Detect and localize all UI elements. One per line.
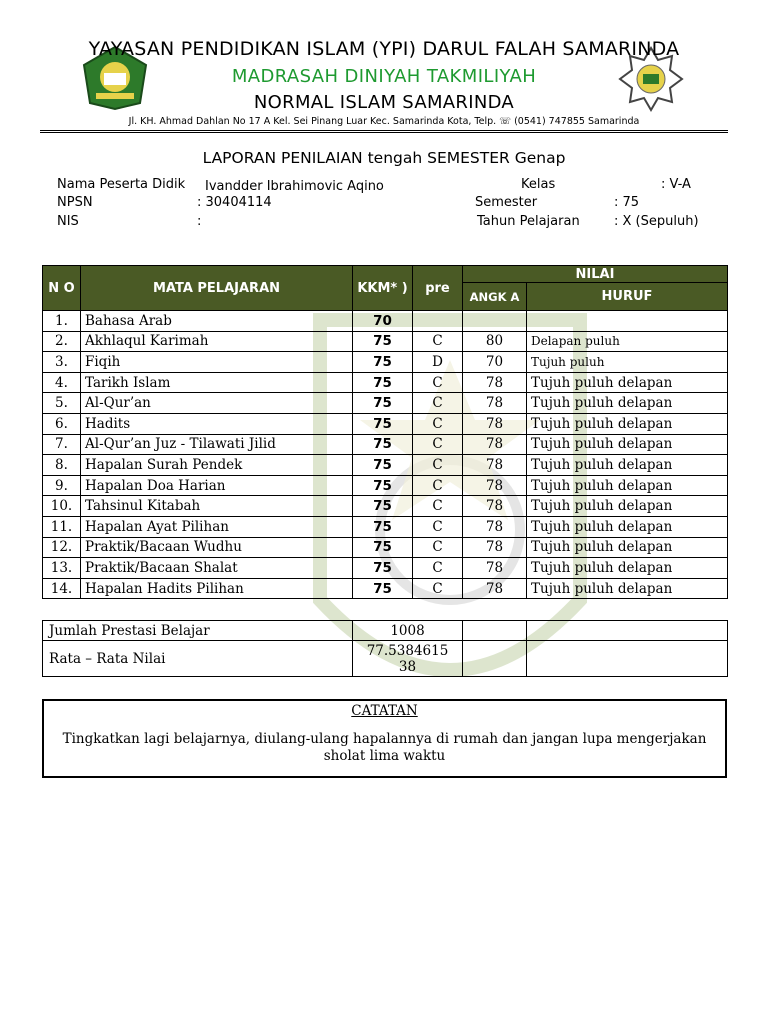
table-row [43, 393, 728, 414]
semester-label: Semester [475, 195, 538, 210]
col-mapel-header: MATA PELAJARAN [81, 266, 353, 311]
row-pre: C [413, 434, 463, 455]
tahun-label: Tahun Pelajaran [477, 214, 580, 229]
row-no: 5. [43, 393, 81, 414]
row-kkm: 75 [353, 434, 413, 455]
row-no: 1. [43, 311, 81, 332]
grades-table [42, 265, 728, 599]
row-huruf: Tujuh puluh delapan [527, 537, 728, 558]
summary-empty-cell [463, 641, 527, 677]
catatan-title: CATATAN [351, 703, 418, 719]
table-row [43, 537, 728, 558]
row-angka: 78 [463, 393, 527, 414]
row-pre: C [413, 331, 463, 352]
row-pre: C [413, 455, 463, 476]
row-angka: 78 [463, 434, 527, 455]
row-kkm: 75 [353, 413, 413, 434]
jumlah-label: Jumlah Prestasi Belajar [43, 621, 353, 641]
row-angka: 78 [463, 578, 527, 599]
row-subject: Praktik/Bacaan Shalat [81, 558, 353, 579]
table-row [43, 413, 728, 434]
table-row [43, 311, 728, 332]
row-angka: 78 [463, 516, 527, 537]
summary-table [42, 620, 728, 677]
jumlah-value: 1008 [353, 621, 463, 641]
col-kkm-header: KKM* ) [353, 266, 413, 311]
foundation-name: YAYASAN PENDIDIKAN ISLAM (YPI) DARUL FALAH SAMARINDA [88, 38, 680, 60]
row-huruf: Tujuh puluh [527, 352, 728, 373]
tahun-value: : X (Sepuluh) [614, 214, 699, 229]
row-no: 11. [43, 516, 81, 537]
row-pre: C [413, 372, 463, 393]
row-subject: Tarikh Islam [81, 372, 353, 393]
table-row [43, 331, 728, 352]
row-kkm: 70 [353, 311, 413, 332]
col-nilai-header: NILAI [463, 266, 728, 283]
header-divider [40, 130, 728, 133]
name-label: Nama Peserta Didik [57, 177, 186, 192]
row-subject: Bahasa Arab [81, 311, 353, 332]
table-row [43, 434, 728, 455]
npsn-label: NPSN [57, 195, 93, 210]
name-value: Ivandder Ibrahimovic Aqino [205, 179, 384, 194]
row-no: 12. [43, 537, 81, 558]
row-huruf: Tujuh puluh delapan [527, 393, 728, 414]
school-address: Jl. KH. Ahmad Dahlan No 17 A Kel. Sei Pinang Luar Kec. Samarinda Kota, Telp. ☏ (0541) 747855 Samarinda [128, 116, 640, 127]
row-huruf: Tujuh puluh delapan [527, 413, 728, 434]
row-subject: Al-Qur’an Juz - Tilawati Jilid [81, 434, 353, 455]
npsn-value: : 30404114 [197, 195, 272, 210]
summary-empty-cell [463, 621, 527, 641]
row-angka [463, 311, 527, 332]
kelas-label: Kelas [521, 177, 556, 192]
row-kkm: 75 [353, 393, 413, 414]
row-huruf: Tujuh puluh delapan [527, 496, 728, 517]
row-kkm: 75 [353, 516, 413, 537]
table-row [43, 352, 728, 373]
row-huruf: Tujuh puluh delapan [527, 475, 728, 496]
row-angka: 78 [463, 496, 527, 517]
row-pre [413, 311, 463, 332]
row-kkm: 75 [353, 578, 413, 599]
row-no: 4. [43, 372, 81, 393]
row-subject: Hapalan Surah Pendek [81, 455, 353, 476]
row-no: 8. [43, 455, 81, 476]
row-huruf: Tujuh puluh delapan [527, 516, 728, 537]
row-no: 13. [43, 558, 81, 579]
summary-empty-cell [527, 641, 728, 677]
row-angka: 78 [463, 475, 527, 496]
rata-label: Rata – Rata Nilai [43, 641, 353, 677]
row-subject: Hadits [81, 413, 353, 434]
row-pre: D [413, 352, 463, 373]
row-no: 9. [43, 475, 81, 496]
row-angka: 70 [463, 352, 527, 373]
kelas-value: : V-A [661, 177, 691, 192]
row-angka: 78 [463, 372, 527, 393]
row-angka: 78 [463, 558, 527, 579]
row-huruf: Tujuh puluh delapan [527, 578, 728, 599]
row-no: 3. [43, 352, 81, 373]
row-pre: C [413, 537, 463, 558]
school-name: NORMAL ISLAM SAMARINDA [253, 92, 515, 113]
row-pre: C [413, 496, 463, 517]
row-subject: Praktik/Bacaan Wudhu [81, 537, 353, 558]
row-kkm: 75 [353, 331, 413, 352]
table-row [43, 475, 728, 496]
row-pre: C [413, 516, 463, 537]
row-pre: C [413, 475, 463, 496]
row-huruf: Tujuh puluh delapan [527, 372, 728, 393]
table-row [43, 496, 728, 517]
row-subject: Hapalan Doa Harian [81, 475, 353, 496]
row-angka: 78 [463, 537, 527, 558]
row-kkm: 75 [353, 496, 413, 517]
row-kkm: 75 [353, 372, 413, 393]
row-subject: Tahsinul Kitabah [81, 496, 353, 517]
summary-empty-cell [527, 621, 728, 641]
row-huruf: Tujuh puluh delapan [527, 434, 728, 455]
semester-value: : 75 [614, 195, 640, 210]
catatan-box [42, 699, 727, 778]
row-pre: C [413, 393, 463, 414]
row-subject: Akhlaqul Karimah [81, 331, 353, 352]
row-angka: 78 [463, 413, 527, 434]
row-subject: Fiqih [81, 352, 353, 373]
row-kkm: 75 [353, 558, 413, 579]
row-pre: C [413, 558, 463, 579]
row-subject: Al-Qur’an [81, 393, 353, 414]
row-kkm: 75 [353, 537, 413, 558]
row-no: 2. [43, 331, 81, 352]
table-row [43, 516, 728, 537]
row-huruf: Delapan puluh [527, 331, 728, 352]
row-no: 10. [43, 496, 81, 517]
table-row [43, 455, 728, 476]
madrasah-name: MADRASAH DINIYAH TAKMILIYAH [231, 66, 537, 87]
row-huruf [527, 311, 728, 332]
row-no: 7. [43, 434, 81, 455]
row-huruf: Tujuh puluh delapan [527, 558, 728, 579]
table-row [43, 372, 728, 393]
report-title: LAPORAN PENILAIAN tengah SEMESTER Genap [202, 149, 566, 167]
row-pre: C [413, 413, 463, 434]
col-angka-header: ANGK A [463, 283, 527, 311]
row-angka: 80 [463, 331, 527, 352]
rata-value: 77.5384615 38 [353, 641, 463, 677]
table-row [43, 578, 728, 599]
row-subject: Hapalan Ayat Pilihan [81, 516, 353, 537]
nis-value: : [197, 214, 202, 229]
row-angka: 78 [463, 455, 527, 476]
row-pre: C [413, 578, 463, 599]
col-no-header: N O [43, 266, 81, 311]
catatan-text: Tingkatkan lagi belajarnya, diulang-ulang hapalannya di rumah dan jangan lupa mengerjakan sholat lima waktu [62, 731, 707, 764]
row-subject: Hapalan Hadits Pilihan [81, 578, 353, 599]
row-kkm: 75 [353, 455, 413, 476]
col-pre-header: pre [413, 266, 463, 311]
row-kkm: 75 [353, 352, 413, 373]
row-kkm: 75 [353, 475, 413, 496]
col-huruf-header: HURUF [527, 283, 728, 311]
nis-label: NIS [57, 214, 79, 229]
table-row [43, 558, 728, 579]
row-huruf: Tujuh puluh delapan [527, 455, 728, 476]
row-no: 14. [43, 578, 81, 599]
row-no: 6. [43, 413, 81, 434]
